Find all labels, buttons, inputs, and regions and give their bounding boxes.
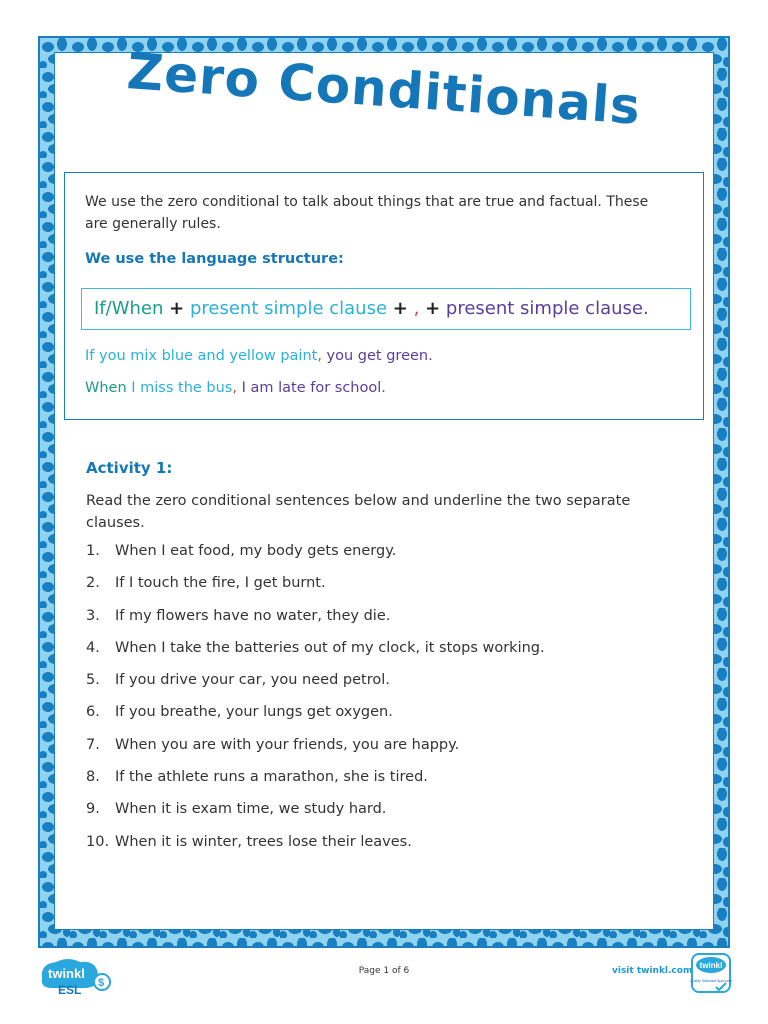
list-item	[86, 704, 545, 736]
example-comma: ,	[317, 348, 322, 364]
item-number: 5.	[86, 672, 100, 689]
list-item	[86, 769, 545, 801]
list-item	[86, 801, 545, 833]
example-comma: ,	[232, 380, 237, 396]
formula-present-simple-2: present simple clause.	[445, 298, 649, 319]
logo-text: twinkl	[48, 966, 85, 981]
formula-if-when: If/When	[94, 298, 164, 319]
badge-text: twinkl	[699, 961, 723, 970]
item-text: If you breathe, your lungs get oxygen.	[115, 704, 393, 721]
item-number: 7.	[86, 736, 100, 753]
item-text: If you drive your car, you need petrol.	[115, 672, 390, 689]
example-if-clause: If you mix blue and yellow paint	[85, 348, 318, 364]
item-text: If the athlete runs a marathon, she is tired.	[115, 769, 428, 786]
quality-standard-badge-icon	[690, 952, 732, 994]
activity-heading: Activity 1:	[86, 459, 173, 477]
list-item	[86, 575, 545, 607]
example-result-clause: you get green.	[321, 348, 433, 364]
list-item	[86, 543, 545, 575]
list-item	[86, 737, 545, 769]
svg-text:$: $	[98, 977, 105, 989]
item-number: 10.	[86, 833, 110, 850]
intro-text: We use the zero conditional to talk about things that are true and factual. These are generally rules.	[85, 194, 649, 232]
twinkl-esl-logo[interactable]	[38, 956, 114, 996]
list-item	[86, 672, 545, 704]
list-item	[86, 834, 545, 866]
item-text: When it is exam time, we study hard.	[115, 801, 387, 818]
formula-plus: +	[425, 298, 441, 319]
example-when-word: When	[85, 380, 127, 396]
formula-box	[81, 288, 691, 330]
formula-plus: +	[169, 298, 185, 319]
item-number: 3.	[86, 607, 100, 624]
example-result-clause: I am late for school.	[236, 380, 386, 396]
logo-subtext: ESL	[58, 983, 82, 996]
formula-comma: ,	[413, 298, 420, 319]
sentence-list	[86, 543, 545, 866]
page-number: Page 1 of 6	[358, 966, 410, 976]
page-title: Zero Conditionals	[125, 42, 643, 136]
info-box	[64, 172, 704, 420]
item-text: When I eat food, my body gets energy.	[115, 543, 397, 559]
example-sentence	[85, 348, 433, 364]
formula-plus: +	[392, 298, 408, 319]
item-number: 1.	[86, 543, 100, 559]
list-item	[86, 640, 545, 672]
item-number: 2.	[86, 575, 100, 592]
item-number: 9.	[86, 801, 100, 818]
item-number: 8.	[86, 769, 100, 786]
example-if-clause: I miss the bus	[126, 380, 233, 396]
item-number: 4.	[86, 639, 100, 656]
formula-present-simple-1: present simple clause	[189, 298, 388, 319]
example-sentence	[85, 380, 386, 396]
item-text: If I touch the fire, I get burnt.	[115, 575, 326, 592]
list-item	[86, 608, 545, 640]
item-text: When I take the batteries out of my clock, it stops working.	[115, 639, 545, 656]
visit-link[interactable]: visit twinkl.com	[612, 966, 693, 976]
item-text: When it is winter, trees lose their leaves.	[115, 833, 412, 850]
structure-heading: We use the language structure:	[85, 251, 344, 267]
item-text: If my flowers have no water, they die.	[115, 607, 391, 624]
badge-subtext: Quality Standard Approved	[690, 979, 732, 983]
item-number: 6.	[86, 704, 100, 721]
activity-instructions: Read the zero conditional sentences below and underline the two separate clauses.	[86, 493, 631, 531]
item-text: When you are with your friends, you are happy.	[115, 736, 460, 753]
